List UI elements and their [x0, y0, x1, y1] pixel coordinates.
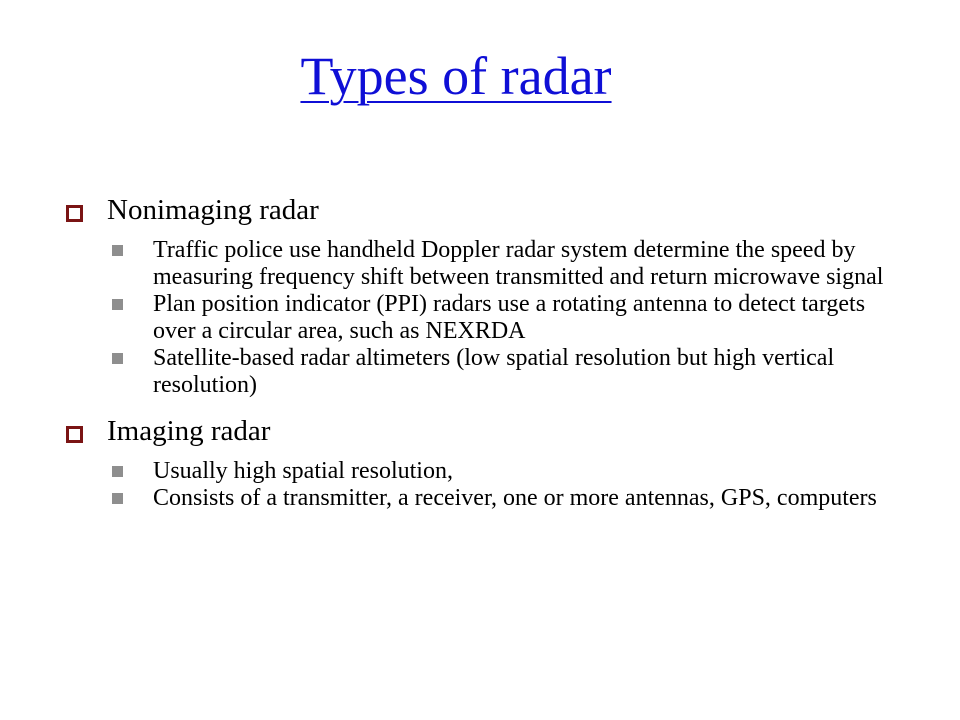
- list-item-text: Traffic police use handheld Doppler radar system determine the speed by measuring frequency shift between transmitted and return microwave signal: [153, 237, 884, 290]
- list-item-text: Satellite-based radar altimeters (low spatial resolution but high vertical resolution): [153, 345, 835, 398]
- section-heading-text: Imaging radar: [107, 415, 271, 447]
- filled-square-bullet-icon: [112, 353, 123, 364]
- filled-square-bullet-icon: [112, 245, 123, 256]
- list-item: [62, 291, 912, 345]
- section-heading-imaging: [62, 413, 912, 449]
- list-item: [62, 485, 912, 512]
- list-item-text: Usually high spatial resolution,: [153, 458, 453, 484]
- slide-title-text: Types of radar: [300, 46, 612, 106]
- list-item-text: Consists of a transmitter, a receiver, one or more antennas, GPS, computers: [153, 485, 877, 511]
- section-heading-nonimaging: [62, 192, 912, 228]
- list-item: [62, 345, 912, 399]
- section-spacer: [62, 399, 912, 413]
- hollow-square-bullet-icon: [66, 205, 83, 222]
- list-item-text: Plan position indicator (PPI) radars use a rotating antenna to detect targets over a circular area, such as NEXRDA: [153, 291, 866, 344]
- section-heading-text: Nonimaging radar: [107, 194, 319, 226]
- list-item: [62, 237, 912, 291]
- hollow-square-bullet-icon: [66, 426, 83, 443]
- filled-square-bullet-icon: [112, 466, 123, 477]
- bullet-list: [62, 192, 912, 512]
- slide-title: [0, 44, 912, 108]
- filled-square-bullet-icon: [112, 299, 123, 310]
- filled-square-bullet-icon: [112, 493, 123, 504]
- list-item: [62, 458, 912, 485]
